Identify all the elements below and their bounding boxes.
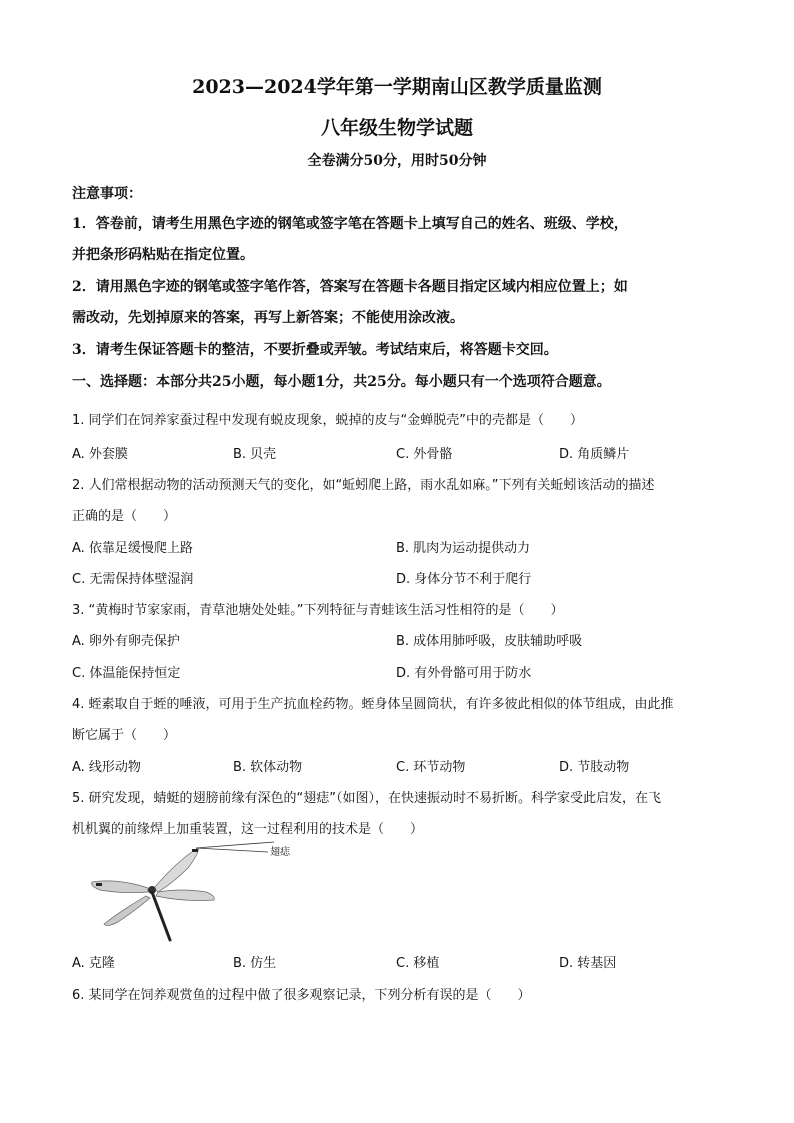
q5-option-a: A. 克隆 bbox=[72, 956, 115, 971]
exam-info: 全卷满分50分，用时50分钟 bbox=[307, 153, 487, 169]
section-heading: 一、选择题：本部分共25小题，每小题1分，共25分。每小题只有一个选项符合题意。 bbox=[72, 374, 611, 390]
q1-option-c: C. 外骨骼 bbox=[396, 447, 453, 462]
notice-line: 需改动，先划掉原来的答案，再写上新答案；不能使用涂改液。 bbox=[72, 310, 464, 326]
q1-option-a: A. 外套膜 bbox=[72, 447, 128, 462]
question-1: 1. 同学们在饲养家蚕过程中发现有蜕皮现象，蜕掉的皮与“金蝉脱壳”中的壳都是（ ） bbox=[72, 413, 584, 428]
exam-title: 2023—2024学年第一学期南山区教学质量监测 bbox=[192, 76, 602, 98]
q5-option-c: C. 移植 bbox=[396, 956, 440, 971]
question-3: 3. “黄梅时节家家雨，青草池塘处处蛙。”下列特征与青蛙该生活习性相符的是（ ） bbox=[72, 603, 564, 618]
q4-option-c: C. 环节动物 bbox=[396, 760, 466, 775]
q2-option-b: B. 肌肉为运动提供动力 bbox=[396, 541, 531, 556]
notice-line: 3．请考生保证答题卡的整洁，不要折叠或弄皱。考试结束后，将答题卡交回。 bbox=[72, 342, 558, 358]
q4-option-d: D. 节肢动物 bbox=[559, 760, 630, 775]
question-4: 4. 蛭素取自于蛭的唾液，可用于生产抗血栓药物。蛭身体呈圆筒状，有许多彼此相似的体节组成，由此推 bbox=[72, 697, 674, 712]
question-5: 5. 研究发现，蜻蜓的翅膀前缘有深色的“翅痣”（如图），在快速振动时不易折断。科学家受此启发，在飞 bbox=[72, 791, 662, 806]
q4-option-b: B. 软体动物 bbox=[233, 760, 303, 775]
q2-option-a: A. 依靠足缓慢爬上路 bbox=[72, 541, 193, 556]
question-5-cont: 机机翼的前缘焊上加重装置，这一过程利用的技术是（ ） bbox=[72, 822, 424, 837]
question-2: 2. 人们常根据动物的活动预测天气的变化，如“蚯蚓爬上路，雨水乱如麻。”下列有关蚯蚓该活动的描述 bbox=[72, 478, 655, 493]
notice-line: 1．答卷前，请考生用黑色字迹的钢笔或签字笔在答题卡上填写自己的姓名、班级、学校， bbox=[72, 216, 628, 232]
dragonfly-figure bbox=[88, 840, 298, 944]
q2-option-c: C. 无需保持体壁湿润 bbox=[72, 572, 194, 587]
q2-option-d: D. 身体分节不利于爬行 bbox=[396, 572, 532, 587]
notice-heading: 注意事项： bbox=[72, 186, 142, 202]
q3-option-d: D. 有外骨骼可用于防水 bbox=[396, 666, 532, 681]
q3-option-b: B. 成体用肺呼吸，皮肤辅助呼吸 bbox=[396, 634, 583, 649]
exam-subtitle: 八年级生物学试题 bbox=[320, 117, 473, 139]
figure-label: 翅痣 bbox=[270, 847, 290, 858]
q1-option-b: B. 贝壳 bbox=[233, 447, 277, 462]
question-6: 6. 某同学在饲养观赏鱼的过程中做了很多观察记录，下列分析有误的是（ ） bbox=[72, 988, 531, 1003]
q5-option-d: D. 转基因 bbox=[559, 956, 617, 971]
q3-option-a: A. 卵外有卵壳保护 bbox=[72, 634, 180, 649]
notice-line: 并把条形码粘贴在指定位置。 bbox=[72, 247, 254, 263]
question-2-cont: 正确的是（ ） bbox=[72, 509, 177, 524]
question-4-cont: 断它属于（ ） bbox=[72, 728, 177, 743]
q3-option-c: C. 体温能保持恒定 bbox=[72, 666, 181, 681]
q4-option-a: A. 线形动物 bbox=[72, 760, 141, 775]
q1-option-d: D. 角质鳞片 bbox=[559, 447, 630, 462]
q5-option-b: B. 仿生 bbox=[233, 956, 277, 971]
notice-line: 2．请用黑色字迹的钢笔或签字笔作答，答案写在答题卡各题目指定区域内相应位置上；如 bbox=[72, 279, 628, 295]
